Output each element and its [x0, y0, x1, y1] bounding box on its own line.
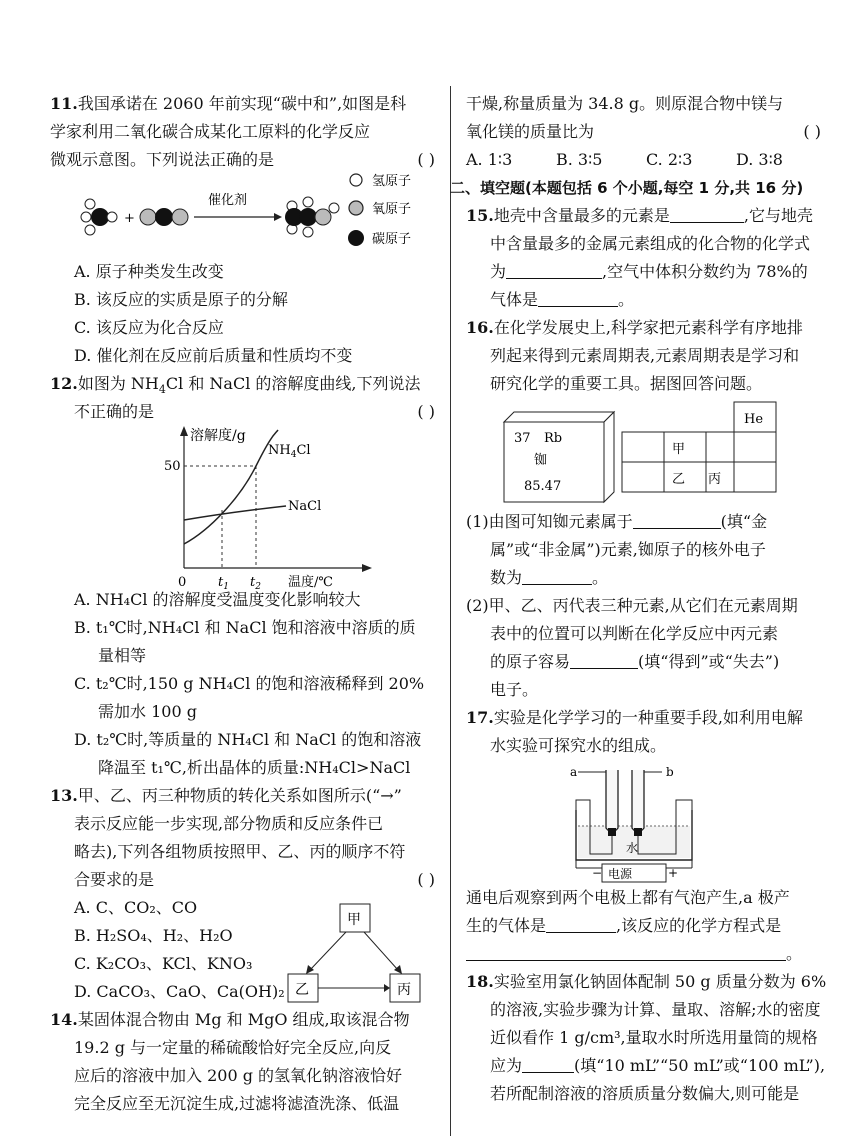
legend-carbon-icon — [348, 230, 364, 246]
product-molecule — [285, 197, 339, 237]
left-column — [50, 90, 435, 1118]
legend-hydrogen-icon — [350, 174, 362, 186]
q18-line4b: (填“10 mL”“50 mL”或“100 mL”), — [574, 1056, 826, 1075]
q14-answer-paren[interactable]: ( ) — [803, 122, 821, 141]
q13-answer-paren[interactable]: ( ) — [417, 870, 435, 889]
minus-label: − — [592, 866, 603, 880]
water-label: 水 — [626, 841, 639, 855]
he-label: He — [744, 412, 764, 427]
x-axis-label: 温度/℃ — [288, 575, 333, 590]
q12-line2: 不正确的是 — [74, 402, 155, 421]
q16-part1d: 数为 — [490, 568, 523, 587]
question-13 — [50, 782, 435, 1006]
q13-line2: 表示反应能一步实现,部分物质和反应条件已 — [74, 814, 384, 833]
section-2-heading: 二、填空题(本题包括 6 个小题,每空 1 分,共 16 分) — [450, 179, 804, 197]
q15-blank-3[interactable] — [538, 288, 618, 307]
conversion-diagram — [286, 902, 436, 1006]
nh4cl-curve-label: $NH_4Cl$ — [268, 443, 311, 460]
yi-label: 乙 — [672, 472, 686, 487]
q18-number: 18. — [466, 972, 494, 991]
q12-option-c[interactable]: C. t₂℃时,150 g NH₄Cl 的饱和溶液稀释到 20% — [74, 674, 425, 693]
reaction-svg — [50, 174, 435, 258]
q13-option-a[interactable]: A. C、CO₂、CO — [74, 898, 198, 917]
q14-option-c[interactable]: C. 2∶3 — [646, 150, 693, 169]
rb-atomic-mass: 85.47 — [524, 479, 562, 494]
q16-blank-1[interactable] — [633, 510, 721, 529]
q14-options — [466, 146, 821, 174]
q15-line4b: 。 — [618, 290, 635, 309]
q14-line5: 干燥,称量质量为 34.8 g。则原混合物中镁与 — [466, 94, 784, 113]
label-b: b — [666, 765, 674, 779]
y-axis-label: 溶解度/g — [190, 428, 246, 444]
legend-oxygen-label: 氧原子 — [372, 202, 412, 217]
y-tick-50: 50 — [164, 459, 181, 474]
box-bing-label: 丙 — [397, 982, 411, 998]
q18-line2: 的溶液,实验步骤为计算、量取、溶解;水的密度 — [490, 1000, 821, 1019]
q15-line3b: ,空气中体积分数约为 78%的 — [602, 262, 808, 281]
q11-number: 11. — [50, 94, 78, 113]
q13-option-c[interactable]: C. K₂CO₃、KCl、KNO₃ — [74, 954, 253, 973]
q11-line3: 微观示意图。下列说法正确的是 — [50, 150, 275, 169]
q12-answer-paren[interactable]: ( ) — [417, 402, 435, 421]
q16-blank-3[interactable] — [570, 650, 638, 669]
legend-carbon-label: 碳原子 — [372, 232, 412, 247]
q12-line1a: 如图为 NH — [77, 374, 159, 393]
q14-line2: 19.2 g 与一定量的稀硫酸恰好完全反应,向反 — [74, 1038, 392, 1057]
tube-b — [632, 770, 644, 832]
q16-part2c: 的原子容易 — [490, 652, 571, 671]
q16-line2: 列起来得到元素周期表,元素周期表是学习和 — [490, 346, 800, 365]
q16-part1a: (1)由图可知铷元素属于 — [466, 512, 633, 531]
plus-sign: + — [124, 211, 135, 226]
q15-line1b: ,它与地壳 — [743, 206, 813, 225]
q16-number: 16. — [466, 318, 494, 337]
legend-hydrogen-label: 氢原子 — [372, 174, 412, 189]
q12-line1c: Cl 和 NaCl 的溶解度曲线,下列说法 — [165, 374, 421, 393]
q18-line5: 若所配制溶液的溶质质量分数偏大,则可能是 — [490, 1084, 800, 1103]
q12-option-b-cont: 量相等 — [98, 646, 147, 665]
q12-option-a[interactable]: A. NH₄Cl 的溶解度受温度变化影响较大 — [74, 590, 361, 609]
q18-line3: 近似看作 1 g/cm³,量取水时所选用量筒的规格 — [490, 1028, 818, 1047]
q16-part2a: (2)甲、乙、丙代表三种元素,从它们在元素周期 — [466, 596, 798, 615]
electrode-a — [608, 828, 616, 836]
q11-option-c[interactable]: C. 该反应为化合反应 — [74, 318, 224, 337]
question-11 — [50, 90, 435, 370]
electrode-b — [634, 828, 642, 836]
nacl-curve-label: NaCl — [288, 499, 322, 514]
label-a: a — [570, 765, 578, 779]
q17-text3: 。 — [786, 944, 803, 963]
q15-line4a: 气体是 — [490, 290, 539, 309]
q15-line2: 中含量最多的金属元素组成的化合物的化学式 — [490, 234, 811, 253]
q17-text2b: ,该反应的化学方程式是 — [616, 916, 782, 935]
power-label: 电源 — [608, 867, 633, 881]
arrow-jia-bing — [364, 932, 398, 970]
column-divider — [450, 86, 451, 1136]
right-column — [450, 90, 827, 1108]
question-17 — [466, 704, 821, 968]
rb-symbol: Rb — [544, 431, 563, 446]
q14-line6: 氧化镁的质量比为 — [466, 122, 595, 141]
box-jia-label: 甲 — [347, 912, 361, 928]
q17-text1: 通电后观察到两个电极上都有气泡产生,a 极产 — [466, 888, 790, 907]
q17-line1: 实验是化学学习的一种重要手段,如利用电解 — [493, 708, 803, 727]
q13-number: 13. — [50, 786, 78, 805]
question-14-left — [50, 1006, 435, 1118]
q16-part1c: 属”或“非金属”)元素,铷原子的核外电子 — [490, 540, 766, 559]
electrolysis-figure — [466, 760, 821, 884]
question-15 — [466, 202, 821, 314]
arrow-jia-yi — [310, 932, 346, 970]
q16-blank-2[interactable] — [522, 566, 592, 585]
q11-line2: 学家利用二氧化碳合成某化工原料的化学反应 — [50, 122, 371, 141]
q16-part2b: 表中的位置可以判断在化学反应中丙元素 — [490, 624, 779, 643]
q14-line1: 某固体混合物由 Mg 和 MgO 组成,取该混合物 — [77, 1010, 410, 1029]
q11-line1: 我国承诺在 2060 年前实现“碳中和”,如图是科 — [77, 94, 407, 113]
q16-part1b: (填“金 — [720, 512, 768, 531]
q13-option-d[interactable]: D. CaCO₃、CaO、Ca(OH)₂ — [74, 982, 285, 1001]
q16-line3: 研究化学的重要工具。据图回答问题。 — [490, 374, 763, 393]
q17-number: 17. — [466, 708, 494, 727]
x-tick-t1: $t_1$ — [218, 575, 229, 592]
reactant-molecule-2 — [140, 208, 188, 226]
nacl-curve — [184, 506, 286, 520]
q13-option-b[interactable]: B. H₂SO₄、H₂、H₂O — [74, 926, 233, 945]
q12-option-b[interactable]: B. t₁℃时,NH₄Cl 和 NaCl 饱和溶液中溶质的质 — [74, 618, 416, 637]
solubility-chart — [50, 426, 435, 592]
tube-a — [606, 770, 618, 832]
q13-line4: 合要求的是 — [74, 870, 155, 889]
box-yi-label: 乙 — [295, 982, 309, 998]
question-14-right — [466, 90, 821, 174]
q16-part2d: (填“得到”或“失去”) — [638, 652, 780, 671]
rb-atomic-number: 37 — [514, 431, 531, 446]
q16-part1e: 。 — [592, 568, 609, 587]
q12-option-d[interactable]: D. t₂℃时,等质量的 NH₄Cl 和 NaCl 的饱和溶液 — [74, 730, 422, 749]
q18-line1: 实验室用氯化钠固体配制 50 g 质量分数为 6% — [493, 972, 827, 991]
plus-label: + — [668, 866, 679, 880]
q11-reaction-diagram — [50, 174, 435, 258]
electrolysis-svg — [466, 760, 821, 884]
q11-option-a[interactable]: A. 原子种类发生改变 — [74, 262, 224, 281]
q15-line1a: 地壳中含量最多的元素是 — [493, 206, 670, 225]
q17-line2: 水实验可探究水的组成。 — [490, 736, 667, 755]
question-18 — [466, 968, 827, 1108]
x-tick-t2: $t_2$ — [250, 575, 261, 592]
reactant-molecule-1 — [81, 199, 117, 235]
q13-line1: 甲、乙、丙三种物质的转化关系如图所示(“→” — [77, 786, 402, 805]
q15-number: 15. — [466, 206, 494, 225]
nh4cl-curve — [184, 430, 278, 544]
q17-blank-2[interactable] — [466, 942, 786, 961]
q15-blank-2[interactable] — [506, 260, 602, 279]
q18-blank-1[interactable] — [522, 1054, 574, 1073]
periodic-table-figure — [466, 398, 821, 508]
q15-line3a: 为 — [490, 262, 507, 281]
rb-element-cell — [504, 412, 614, 502]
q13-line3: 略去),下列各组物质按照甲、乙、丙的顺序不符 — [74, 842, 406, 861]
q14-number: 14. — [50, 1010, 78, 1029]
legend-oxygen-icon — [349, 201, 363, 215]
q12-option-d-cont: 降温至 t₁℃,析出晶体的质量:NH₄Cl>NaCl — [98, 758, 411, 777]
q11-option-d[interactable]: D. 催化剂在反应前后质量和性质均不变 — [74, 346, 353, 365]
catalyst-label: 催化剂 — [208, 193, 248, 208]
q17-text2a: 生的气体是 — [466, 916, 547, 935]
question-12 — [50, 370, 435, 782]
q14-line4: 完全反应至无沉淀生成,过滤将滤渣洗涤、低温 — [74, 1094, 400, 1113]
jia-label: 甲 — [672, 442, 686, 457]
question-16 — [466, 314, 821, 704]
q11-option-b[interactable]: B. 该反应的实质是原子的分解 — [74, 290, 288, 309]
periodic-table-svg — [466, 398, 821, 508]
q12-option-c-cont: 需加水 100 g — [98, 702, 197, 721]
q14-option-a[interactable]: A. 1∶3 — [466, 150, 513, 169]
q17-blank-1[interactable] — [546, 914, 616, 933]
q16-line1: 在化学发展史上,科学家把元素科学有序地排 — [493, 318, 803, 337]
q14-line3: 应后的溶液中加入 200 g 的氢氧化钠溶液恰好 — [74, 1066, 403, 1085]
q16-part2e: 电子。 — [490, 680, 539, 699]
q11-answer-paren[interactable]: ( ) — [417, 150, 435, 169]
rb-name: 铷 — [534, 453, 548, 468]
q15-blank-1[interactable] — [670, 204, 744, 223]
origin-label: 0 — [178, 575, 187, 590]
q12-line1-sub: 4 — [158, 383, 166, 397]
solubility-chart-svg — [50, 426, 435, 592]
q12-number: 12. — [50, 374, 78, 393]
q14-option-d[interactable]: D. 3∶8 — [736, 150, 783, 169]
bing-label: 丙 — [708, 472, 722, 487]
q18-line4a: 应为 — [490, 1056, 523, 1075]
q14-option-b[interactable]: B. 3∶5 — [556, 150, 603, 169]
